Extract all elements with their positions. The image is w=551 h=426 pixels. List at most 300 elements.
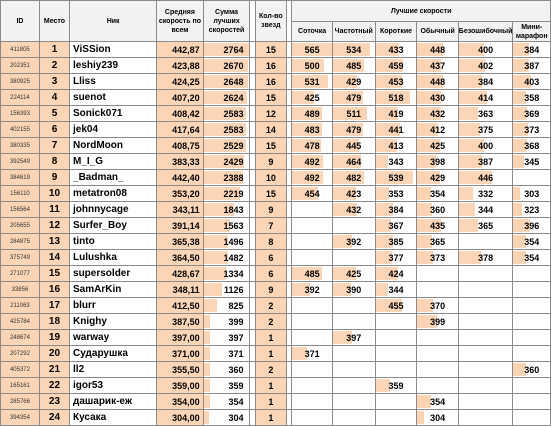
speed-value: 423 [346,188,362,199]
cell-nick: blurr [70,298,157,314]
cell-nick: johnnycage [70,202,157,218]
cell-sum-best [203,106,250,122]
cell-speed [292,154,333,170]
cell-speed [458,154,513,170]
cell-speed [332,282,375,298]
cell-speed [332,138,375,154]
cell-speed [375,90,417,106]
speed-value: 448 [430,76,446,87]
cell-place: 13 [39,234,69,250]
cell-avg-speed: 408,75 [157,138,203,154]
header-nick: Ник [70,1,157,42]
cell-place: 12 [39,218,69,234]
cell-sum-best [203,346,250,362]
speed-value: 398 [430,156,446,167]
speed-value: 377 [388,252,404,263]
cell-stars: 1 [255,410,286,426]
cell-stars: 16 [255,74,286,90]
cell-nick: _Badman_ [70,170,157,186]
cell-place: 3 [39,74,69,90]
cell-speed [417,106,458,122]
cell-speed [417,298,458,314]
speed-value: 353 [388,188,404,199]
speed-value: 344 [478,204,494,215]
table-row [1,266,551,282]
cell-speed [417,362,458,378]
cell-speed [292,378,333,394]
sum-value: 1126 [223,284,244,295]
cell-speed [332,250,375,266]
cell-speed [417,58,458,74]
cell-place: 4 [39,90,69,106]
speed-value: 384 [388,204,404,215]
cell-speed [458,106,513,122]
cell-place: 22 [39,378,69,394]
speed-value: 432 [430,108,446,119]
table-row [1,170,551,186]
cell-speed [292,330,333,346]
cell-speed [417,90,458,106]
cell-speed [513,250,551,266]
cell-stars: 2 [255,362,286,378]
cell-id: 380925 [1,74,40,90]
cell-id: 205655 [1,218,40,234]
cell-speed [332,330,375,346]
cell-id: 284875 [1,234,40,250]
speed-value: 360 [524,364,540,375]
cell-speed [292,138,333,154]
cell-speed [458,218,513,234]
cell-id: 405372 [1,362,40,378]
cell-stars: 1 [255,330,286,346]
cell-nick: NordMoon [70,138,157,154]
speed-value: 413 [388,140,404,151]
speed-value: 455 [388,300,404,311]
cell-speed [417,42,458,58]
cell-speed [513,314,551,330]
cell-place: 21 [39,362,69,378]
sum-value: 304 [228,412,244,423]
table-row [1,154,551,170]
speed-value: 437 [430,60,446,71]
speed-value: 343 [388,156,404,167]
speed-value: 354 [524,252,540,263]
cell-speed [417,186,458,202]
cell-nick: leshiy239 [70,58,157,74]
cell-sum-best [203,90,250,106]
cell-nick: M_I_G [70,154,157,170]
table-row [1,298,551,314]
cell-stars: 2 [255,314,286,330]
header-id: ID [1,1,40,42]
speed-value: 371 [304,348,320,359]
speed-value: 430 [430,92,446,103]
cell-speed [513,122,551,138]
cell-speed [292,282,333,298]
table-row [1,202,551,218]
cell-nick: SamArKin [70,282,157,298]
speed-value: 414 [478,92,494,103]
cell-nick: ViSSion [70,42,157,58]
cell-speed [332,202,375,218]
cell-speed [513,42,551,58]
cell-stars: 7 [255,218,286,234]
cell-place: 17 [39,298,69,314]
cell-id: 425784 [1,314,40,330]
cell-speed [332,378,375,394]
speed-value: 304 [430,412,446,423]
cell-id: 156110 [1,186,40,202]
cell-speed [332,298,375,314]
cell-sum-best [203,266,250,282]
cell-speed [513,202,551,218]
cell-place: 19 [39,330,69,346]
cell-avg-speed: 407,20 [157,90,203,106]
speed-value: 400 [478,44,494,55]
cell-sum-best [203,202,250,218]
cell-nick: suenot [70,90,157,106]
cell-avg-speed: 442,87 [157,42,203,58]
cell-avg-speed: 424,25 [157,74,203,90]
cell-speed [292,202,333,218]
cell-speed [375,282,417,298]
sum-value: 360 [228,364,244,375]
speed-value: 429 [346,76,362,87]
table-row [1,138,551,154]
cell-speed [375,266,417,282]
speed-value: 511 [346,108,361,119]
speed-value: 492 [304,172,320,183]
speed-value: 425 [304,92,320,103]
cell-speed [332,106,375,122]
cell-speed [292,122,333,138]
speed-value: 384 [478,76,494,87]
header-place: Место [39,1,69,42]
cell-id: 402155 [1,122,40,138]
cell-id: 211063 [1,298,40,314]
cell-place: 16 [39,282,69,298]
cell-stars: 15 [255,186,286,202]
cell-stars: 12 [255,106,286,122]
cell-speed [292,234,333,250]
cell-speed [458,234,513,250]
cell-speed [375,74,417,90]
cell-speed [458,170,513,186]
cell-speed [458,58,513,74]
table-row [1,234,551,250]
cell-id: 33856 [1,282,40,298]
cell-nick: metatron08 [70,186,157,202]
cell-speed [375,378,417,394]
speed-value: 354 [430,188,446,199]
cell-sum-best [203,42,250,58]
speed-value: 373 [524,124,540,135]
cell-speed [332,394,375,410]
cell-speed [332,186,375,202]
speed-value: 429 [430,172,446,183]
cell-nick: ll2 [70,362,157,378]
speed-value: 354 [430,396,446,407]
speed-value: 565 [304,44,320,55]
cell-avg-speed: 359,00 [157,378,203,394]
cell-speed [513,90,551,106]
cell-id: 165161 [1,378,40,394]
cell-speed [417,170,458,186]
cell-speed [458,90,513,106]
speed-value: 359 [388,380,404,391]
cell-avg-speed: 423,88 [157,58,203,74]
speed-value: 354 [524,236,540,247]
sum-value: 2648 [223,76,244,87]
cell-speed [375,394,417,410]
header-mode: Безошибочный [458,22,513,42]
speed-value: 539 [388,172,404,183]
header-stars: Кол-во звезд [255,1,286,42]
sum-value: 1843 [223,204,244,215]
cell-id: 380335 [1,138,40,154]
cell-speed [375,250,417,266]
sum-value: 1482 [223,252,244,263]
speed-value: 419 [388,108,404,119]
cell-speed [417,122,458,138]
cell-speed [292,394,333,410]
speed-value: 446 [478,172,494,183]
cell-stars: 1 [255,346,286,362]
cell-speed [292,186,333,202]
cell-speed [417,330,458,346]
cell-avg-speed: 383,33 [157,154,203,170]
sum-value: 1496 [223,236,244,247]
speed-value: 492 [304,156,320,167]
sum-value: 397 [228,332,244,343]
cell-nick: Lulushka [70,250,157,266]
cell-place: 10 [39,186,69,202]
cell-speed [458,330,513,346]
cell-nick: Surfer_Boy [70,218,157,234]
speed-value: 378 [478,252,494,263]
cell-id: 384619 [1,170,40,186]
table-row [1,42,551,58]
sum-value: 1563 [223,220,244,231]
cell-sum-best [203,218,250,234]
cell-speed [513,282,551,298]
cell-stars: 10 [255,170,286,186]
cell-speed [417,74,458,90]
cell-avg-speed: 343,11 [157,202,203,218]
cell-stars: 8 [255,234,286,250]
cell-avg-speed: 355,50 [157,362,203,378]
cell-place: 15 [39,266,69,282]
header-mode: Короткие [375,22,417,42]
cell-nick: supersolder [70,266,157,282]
cell-speed [375,330,417,346]
speed-value: 345 [524,156,540,167]
cell-nick: Кусака [70,410,157,426]
cell-id: 375749 [1,250,40,266]
cell-id: 392549 [1,154,40,170]
speed-value: 435 [430,220,446,231]
cell-speed [375,362,417,378]
cell-speed [513,266,551,282]
cell-sum-best [203,122,250,138]
cell-id: 411805 [1,42,40,58]
speed-value: 531 [304,76,320,87]
cell-speed [375,154,417,170]
cell-speed [292,362,333,378]
table-row [1,314,551,330]
cell-id: 202351 [1,58,40,74]
cell-speed [332,42,375,58]
table-row [1,378,551,394]
cell-stars: 9 [255,282,286,298]
speed-value: 432 [346,204,362,215]
table-row [1,394,551,410]
speed-value: 392 [346,236,362,247]
cell-speed [417,378,458,394]
cell-speed [292,42,333,58]
table-row [1,282,551,298]
cell-avg-speed: 408,42 [157,106,203,122]
speed-value: 445 [346,140,362,151]
header-best-speeds: Лучшие скорости [292,1,551,22]
cell-speed [332,234,375,250]
cell-place: 18 [39,314,69,330]
cell-speed [332,218,375,234]
cell-speed [292,314,333,330]
cell-stars: 15 [255,138,286,154]
cell-sum-best [203,362,250,378]
cell-speed [458,202,513,218]
speed-value: 384 [524,44,540,55]
sum-value: 2764 [223,44,244,55]
header-avg-speed: Средняя скорость по всем [157,1,203,42]
cell-avg-speed: 348,11 [157,282,203,298]
cell-nick: Lliss [70,74,157,90]
sum-value: 354 [228,396,244,407]
cell-sum-best [203,234,250,250]
speed-value: 433 [388,44,404,55]
cell-speed [375,58,417,74]
speed-value: 367 [388,220,404,231]
cell-sum-best [203,74,250,90]
cell-place: 5 [39,106,69,122]
speed-value: 370 [430,300,446,311]
sum-value: 2583 [223,124,244,135]
speed-value: 425 [346,268,362,279]
cell-place: 23 [39,394,69,410]
cell-sum-best [203,298,250,314]
cell-id: 248674 [1,330,40,346]
table-row [1,250,551,266]
cell-speed [417,218,458,234]
speed-value: 453 [388,76,404,87]
cell-speed [417,266,458,282]
speed-value: 363 [478,108,494,119]
speed-value: 344 [388,284,404,295]
speed-value: 358 [524,92,540,103]
speed-value: 369 [524,108,540,119]
cell-speed [375,138,417,154]
cell-stars: 9 [255,202,286,218]
speed-value: 424 [388,268,404,279]
cell-sum-best [203,378,250,394]
cell-speed [458,362,513,378]
cell-avg-speed: 397,00 [157,330,203,346]
speed-value: 385 [388,236,404,247]
cell-place: 6 [39,122,69,138]
speed-value: 373 [430,252,446,263]
speed-value: 412 [430,124,446,135]
cell-sum-best [203,314,250,330]
cell-speed [417,234,458,250]
cell-place: 14 [39,250,69,266]
cell-speed [375,346,417,362]
speed-value: 303 [524,188,540,199]
cell-avg-speed: 371,00 [157,346,203,362]
cell-speed [332,170,375,186]
cell-avg-speed: 304,00 [157,410,203,426]
cell-speed [458,298,513,314]
cell-speed [332,314,375,330]
cell-speed [375,170,417,186]
speed-value: 534 [346,44,362,55]
sum-value: 2670 [223,60,244,71]
sum-value: 359 [228,380,244,391]
cell-place: 1 [39,42,69,58]
speed-value: 403 [524,76,540,87]
cell-stars: 1 [255,394,286,410]
cell-speed [458,250,513,266]
cell-speed [375,314,417,330]
cell-id: 207292 [1,346,40,362]
cell-speed [458,346,513,362]
speed-value: 360 [430,204,446,215]
cell-avg-speed: 387,50 [157,314,203,330]
cell-stars: 15 [255,90,286,106]
cell-place: 11 [39,202,69,218]
cell-speed [513,218,551,234]
cell-speed [332,122,375,138]
cell-speed [292,266,333,282]
cell-nick: Knighy [70,314,157,330]
cell-speed [292,346,333,362]
cell-avg-speed: 365,38 [157,234,203,250]
header-sum-best: Сумма лучших скоростей [203,1,250,42]
cell-stars: 9 [255,154,286,170]
cell-speed [513,74,551,90]
cell-sum-best [203,186,250,202]
header-mode: Мини-марафон [513,22,551,42]
cell-sum-best [203,250,250,266]
cell-speed [513,298,551,314]
cell-stars: 15 [255,42,286,58]
cell-sum-best [203,58,250,74]
cell-speed [458,314,513,330]
cell-sum-best [203,330,250,346]
cell-avg-speed: 391,14 [157,218,203,234]
sum-value: 2624 [223,92,244,103]
cell-speed [417,394,458,410]
cell-place: 7 [39,138,69,154]
cell-speed [417,282,458,298]
cell-speed [513,330,551,346]
cell-id: 156564 [1,202,40,218]
speed-value: 448 [430,44,446,55]
cell-speed [332,58,375,74]
speed-value: 485 [346,60,362,71]
cell-stars: 6 [255,266,286,282]
speed-value: 479 [346,124,362,135]
